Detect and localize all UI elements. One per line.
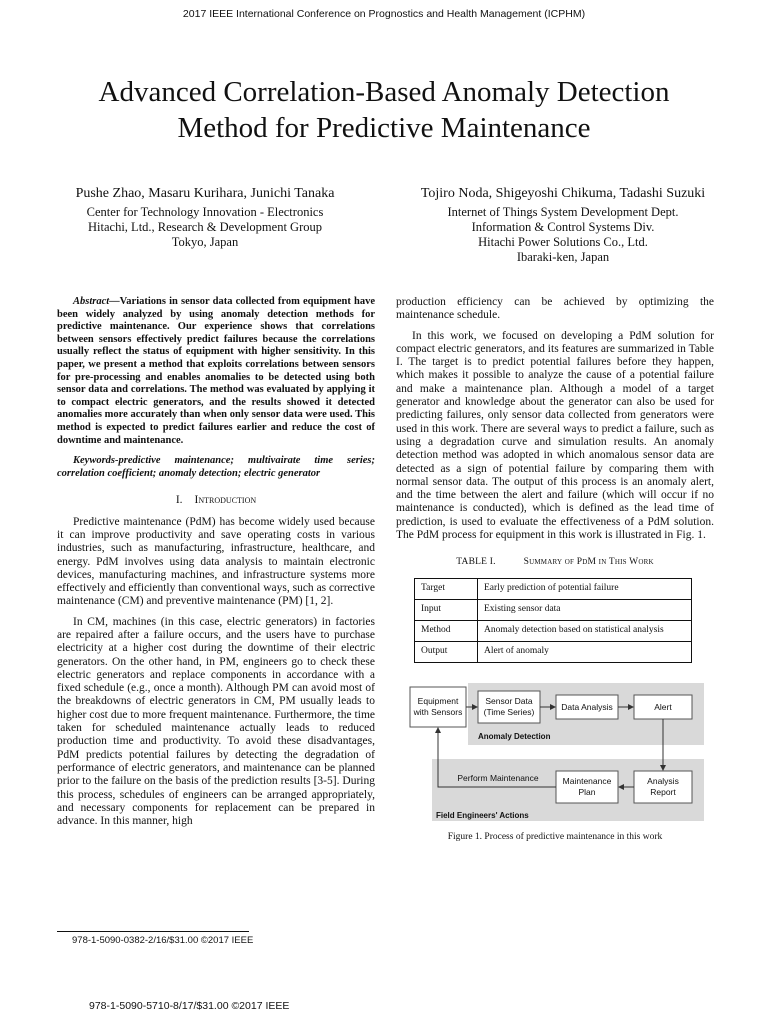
summary-table (414, 578, 692, 663)
box-label: Analysis (647, 775, 679, 786)
copyright-bottom: 978-1-5090-5710-8/17/$31.00 ©2017 IEEE (89, 1000, 290, 1012)
author-names-left: Pushe Zhao, Masaru Kurihara, Junichi Tanaka (75, 186, 335, 201)
box-label: Equipment (417, 695, 459, 706)
keywords: Keywords-predictive maintenance; multivairate time series; correlation coefficient; anomaly detection; electric generator (57, 455, 375, 479)
box-label: Maintenance (562, 775, 612, 786)
abstract-body: —Variations in sensor data collected from equipment have been widely analyzed by using anomaly detection methods for predictive maintenance. Our experience shows that correlations between sensors effectively predict failures because the correlations usually reflect the status of equipment with higher sensitivity. In this paper, we present a method that exploits correlations between sensors for pre-processing and enables anomalies to be detected using both sensor data and correlations. The method was evaluated by applying it to compact electric generators, and the results showed it detected anomalies more accurately than when only sensor data were used. This method is expected to predict failures earlier and reduce the cost of downtime and maintenance. (57, 296, 375, 446)
table-title: Summary of PdM in This Work (523, 557, 654, 568)
region-label: Field Engineers' Actions (436, 810, 529, 820)
table-label: TABLE I. (456, 557, 496, 568)
box-label: Alert (654, 701, 672, 712)
paragraph-continuation: production efficiency can be achieved by optimizing the maintenance schedule. (396, 296, 714, 322)
box-label: (Time Series) (483, 706, 535, 717)
affiliation-line: Center for Technology Innovation - Electronics (86, 205, 324, 219)
paragraph: In this work, we focused on developing a PdM solution for compact electric generators, and its features are summarized in Table I. The target is to predict potential failures before they happen, which makes it possible to analyze the cause of a potential failure and make a maintenance plan. Although a model of a target generator and knowledge about the generator can also be used for predicting failures, only sensor data collected from generators were used in this work. There are several ways to predict a failure, such as using a degradation curve and simulation results. An anomaly detection method was adopted in which anomalous sensor data are detected as a sign of potential failure by comparing them with normal sensor data. The output of this process is an anomaly alert, and the time between the alert and failure (which will occur if no maintenance is conducted), which is defined as the lead time of prediction, is used to evaluate the effectiveness of a PdM solution. The PdM process for equipment in this work is illustrated in Fig. 1. (396, 329, 714, 542)
table-cell-value: Early prediction of potential failure (478, 578, 692, 599)
table-cell-key: Method (415, 620, 478, 641)
box-label: Plan (578, 786, 596, 797)
table-caption (396, 556, 714, 569)
section-number: I. (175, 494, 183, 507)
author-block-right (398, 186, 728, 265)
abstract-lead: Abstract (73, 296, 110, 307)
title-line-1: Advanced Correlation-Based Anomaly Detection (98, 76, 670, 108)
section-title: Introduction (194, 494, 257, 507)
right-column (396, 296, 714, 844)
table-row (415, 620, 692, 641)
box-label: Data Analysis (561, 701, 613, 712)
figure-caption: Figure 1. Process of predictive maintenance in this work (447, 831, 663, 842)
footnote-divider (57, 931, 249, 932)
title-line-2: Method for Predictive Maintenance (177, 112, 591, 144)
affiliation-line: Hitachi, Ltd., Research & Development Group (88, 220, 322, 234)
affiliation-line: Tokyo, Japan (171, 235, 239, 249)
region-label: Anomaly Detection (478, 731, 551, 741)
box-label: Report (650, 786, 676, 797)
copyright-footnote: 978-1-5090-0382-2/16/$31.00 ©2017 IEEE (72, 935, 254, 946)
perform-maintenance-label: Perform Maintenance (457, 772, 539, 783)
paper-title (40, 74, 728, 146)
paragraph: In CM, machines (in this case, electric generators) in factories are repaired after a failure occurs, and the users have to purchase electricity at a higher cost during the downtime of their electric generators. On the other hand, in PM, engineers go to check these electric generators and replace components in accordance with a fixed schedule (e.g., once a month). Although PM can avoid most of the breakdowns of electric generators in CM, PM usually leads to higher cost due to more frequent maintenance. Furthermore, the time taken for scheduled maintenance actually leads to reduced production time and productivity. To avoid these disadvantages, PdM predicts potential failures by detecting the degradation of performance of electric generators, and maintenance can be planned prior to the failure on the basis of the prediction results [3-5]. During this process, schedules of engineers can be arranged appropriately, and necessary components for replacement can be prepared in advance. In this manner, high (57, 615, 375, 828)
table-cell-value: Existing sensor data (478, 599, 692, 620)
left-column (57, 296, 375, 835)
author-block-left (40, 186, 370, 250)
process-diagram (408, 679, 704, 825)
author-names-right: Tojiro Noda, Shigeyoshi Chikuma, Tadashi Suzuki (420, 186, 706, 201)
affiliation-line: Ibaraki-ken, Japan (516, 250, 610, 264)
table-row (415, 599, 692, 620)
table-row (415, 578, 692, 599)
table-row (415, 641, 692, 662)
figure-1 (408, 679, 704, 825)
box-label: Sensor Data (485, 695, 533, 706)
box-label: with Sensors (413, 706, 463, 717)
affiliation-line: Information & Control Systems Div. (471, 220, 655, 234)
paragraph: Predictive maintenance (PdM) has become widely used because it can improve productivity and save operating costs in various industries, such as manufacturing, infrastructure, healthcare, and energy. PdM involves using data analysis to maintain electronic devices, manufacturing machines, and infrastructure systems more effectively and efficiently than conventional ways, such as corrective maintenance (CM) and preventive maintenance (PM) [1, 2]. (57, 515, 375, 608)
table-cell-key: Input (415, 599, 478, 620)
affiliation-line: Internet of Things System Development Dept. (447, 205, 679, 219)
table-cell-value: Anomaly detection based on statistical analysis (478, 620, 692, 641)
table-cell-value: Alert of anomaly (478, 641, 692, 662)
table-cell-key: Output (415, 641, 478, 662)
abstract (57, 296, 375, 447)
table-cell-key: Target (415, 578, 478, 599)
affiliation-line: Hitachi Power Solutions Co., Ltd. (478, 235, 648, 249)
section-heading (57, 494, 375, 507)
conference-header: 2017 IEEE International Conference on Prognostics and Health Management (ICPHM) (182, 8, 586, 20)
